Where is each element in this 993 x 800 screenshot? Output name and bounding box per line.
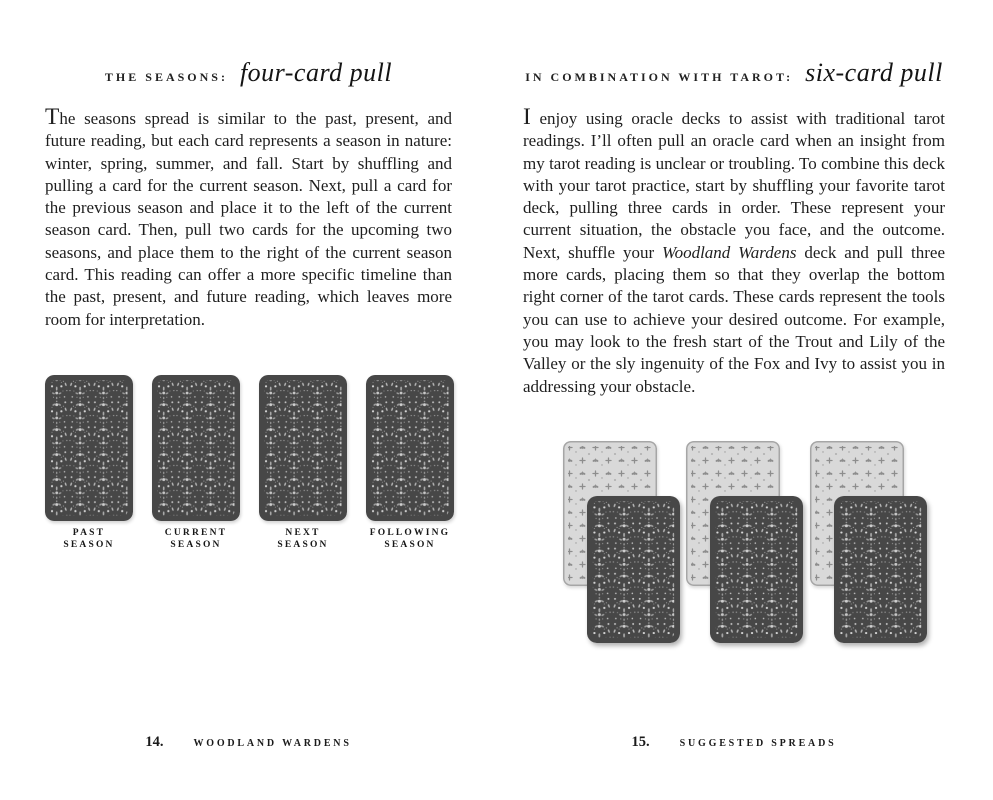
card-label-current: CURRENT SEASON — [164, 528, 228, 550]
left-page-header — [45, 58, 452, 88]
oracle-card-back-overlay-1 — [587, 496, 680, 643]
oracle-card-back-overlay-3 — [834, 496, 927, 643]
right-page-header — [523, 58, 945, 88]
left-page-number: 14. — [145, 734, 164, 750]
left-header-kicker: THE SEASONS: — [104, 70, 228, 84]
right-header-title: six-card pull — [805, 58, 943, 87]
right-page-number: 15. — [631, 734, 650, 750]
combo-group-3 — [810, 441, 927, 643]
left-page-body: The seasons spread is similar to the past, present, and future reading, but each card represents a season in nature: winter, spring, summer, and fall. Start by shuffling and pulling a card for the current season. Next, pull a card for the previous season and place it to the left of the current season card. Then, pull two cards for the upcoming two seasons, and place them to the right of the current season card. This reading can offer a more specific timeline than the past, present, and future reading, which leaves more room for interpretation. — [45, 104, 452, 329]
left-page-footer — [45, 734, 452, 751]
right-page-footer — [523, 734, 945, 751]
oracle-card-back-overlay-2 — [710, 496, 803, 643]
combo-group-2 — [686, 441, 803, 643]
left-header-title: four-card pull — [239, 58, 393, 87]
oracle-card-back-current — [152, 375, 240, 521]
combo-group-1 — [563, 441, 680, 643]
season-card-labels — [45, 527, 454, 551]
right-page-body: I enjoy using oracle decks to assist with traditional tarot readings. I’ll often pull an oracle card when an insight from my tarot reading is unclear or troubling. To combine this deck with your tarot practice, start by shuffling your favorite tarot deck, pulling three cards in order. These represent your current situation, the obstacle you face, and the outcome. Next, shuffle your Woodland Wardens deck and pull three more cards, placing them so that they overlap the bottom right corner of the tarot cards. These cards represent the tools you can use to achieve your desired outcome. For example, you may look to the fresh start of the Trout and Lily of the Valley or the sly ingenuity of the Fox and Ivy to assist you in addressing your obstacle. — [523, 104, 945, 396]
card-label-past: PAST SEASON — [63, 528, 115, 550]
oracle-card-back-past — [45, 375, 133, 521]
oracle-card-back-next — [259, 375, 347, 521]
left-footer-title: WOODLAND WARDENS — [193, 738, 352, 749]
right-header-kicker: IN COMBINATION WITH TAROT: — [525, 70, 794, 84]
season-cards-row — [45, 375, 454, 521]
card-label-following: FOLLOWING SEASON — [369, 528, 451, 550]
card-label-next: NEXT SEASON — [277, 528, 329, 550]
right-footer-title: SUGGESTED SPREADS — [679, 738, 837, 749]
oracle-card-back-following — [366, 375, 454, 521]
